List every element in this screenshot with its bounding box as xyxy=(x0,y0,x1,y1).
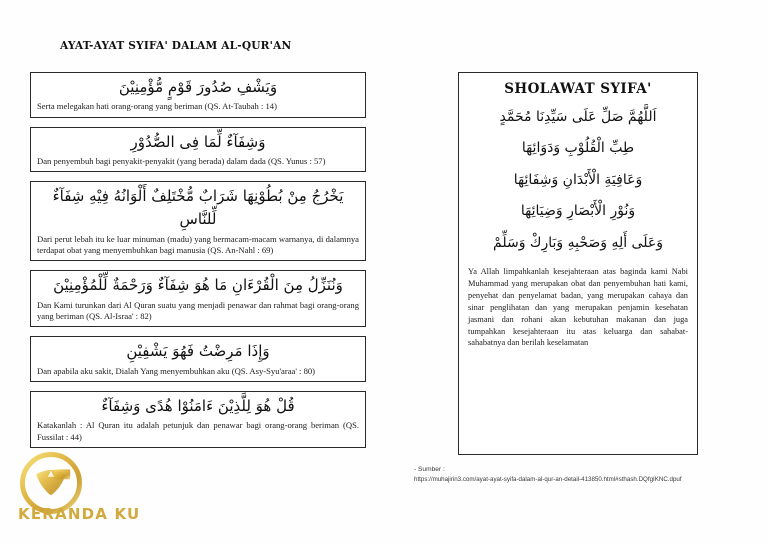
verse-box xyxy=(30,270,366,327)
verse-box xyxy=(30,72,366,118)
page-title: AYAT-AYAT SYIFA' DALAM AL-QUR'AN xyxy=(60,38,292,52)
verse-arabic: يَخْرُجُ مِنْ بُطُوْنِهَا شَرَابٌ مُّخْتَلِفٌ أَلْوَانُهُ فِيْهِ شِفَآءٌ لِّلنَّاسِ xyxy=(52,187,344,229)
sholawat-column xyxy=(458,72,698,455)
verse-box xyxy=(30,127,366,173)
verse-translation: Serta melegakan hati orang-orang yang beriman (QS. At-Taubah : 14) xyxy=(37,101,277,112)
source-note xyxy=(414,466,714,483)
verse-translation: Dan apabila aku sakit, Dialah Yang menyembuhkan aku (QS. Asy-Syu'araa' : 80) xyxy=(37,365,316,376)
verse-box xyxy=(30,336,366,382)
verse-translation: Katakanlah : Al Quran itu adalah petunjuk dan penawar bagi orang-orang beriman (QS. Fussilat : 44) xyxy=(37,420,359,442)
verse-arabic: وَشِفَآءٌ لِّمَا فِى الصُّدُوْرِ xyxy=(130,132,266,151)
source-label: - Sumber : xyxy=(414,466,445,473)
verse-translation: Dari perut lebah itu ke luar minuman (madu) yang bermacam-macam warnanya, di dalamnya terdapat obat yang menyembuhkan bagi manusia (QS. An-Nahl : 69) xyxy=(37,233,359,256)
sholawat-box xyxy=(458,72,698,455)
verse-box xyxy=(30,391,366,448)
verse-arabic: وَإِذَا مَرِضْتُ فَهُوَ يَشْفِيْنِ xyxy=(126,342,270,361)
verse-translation: Dan penyembuh bagi penyakit-penyakit (yang berada) dalam dada (QS. Yunus : 57) xyxy=(37,155,326,166)
sholawat-title: SHOLAWAT SYIFA' xyxy=(504,81,652,97)
sholawat-arabic-line: اَللَّهُمَّ صَلِّ عَلَى سَيِّدِنَا مُحَمَّدٍ xyxy=(499,109,657,125)
verse-box xyxy=(30,181,366,261)
watermark-text: KERANDA KU xyxy=(18,505,141,523)
verse-arabic: وَنُنَزِّلُ مِنَ الْقُرْءَانِ مَا هُوَ شِفَآءٌ وَرَحْمَةٌ لِّلْمُؤْمِنِيْنَ xyxy=(53,276,343,295)
sholawat-arabic-line: وَعَافِيَةِ الْأَبْدَانِ وَشِفَائِهَا xyxy=(513,171,643,188)
source-url[interactable]: https://muhajirin3.com/ayat-ayat-syifa-dalam-al-qur-an-detail-413850.html#sthash.DQfgIKNC.dpuf xyxy=(414,476,682,483)
sholawat-arabic-line: وَعَلَى أَلِهِ وَصَحْبِهِ وَبَارِكْ وَسَلِّمْ xyxy=(493,234,663,251)
verse-arabic: قُلْ هُوَ لِلَّذِيْنَ ءَامَنُوْا هُدًى وَشِفَآءٌ xyxy=(101,396,295,415)
verses-column xyxy=(30,72,366,457)
verse-arabic: وَيَشْفِ صُدُورَ قَوْمٍ مُّؤْمِنِيْنَ xyxy=(118,78,278,96)
sholawat-arabic-line: طِبِّ الْقُلُوْبِ وَدَوَائِهَا xyxy=(521,140,635,157)
verse-translation: Dan Kami turunkan dari Al Quran suatu yang menjadi penawar dan rahmat bagi orang-orang yang beriman (QS. Al-Israa' : 82) xyxy=(37,299,359,321)
sholawat-meaning: Ya Allah limpahkanlah kesejahteraan atas baginda kami Nabi Muhammad yang merupakan obat dan penyembuhan hati kami, penyehat dan penyelamat badan, yang merupakan cahaya dan sinar penglihatan dan yang merupakan penjamin kesehatan jasmani dan rohani akan kebutuhan makanan dan juga tumpahkan kesejahteraan itu atas keluarga dan sahabat-sahabatnya dan berilah keselamatan xyxy=(468,266,688,348)
sholawat-arabic-line: وَنُوْرِ الْأَبْصَارِ وَضِيَائِهَا xyxy=(520,203,636,220)
